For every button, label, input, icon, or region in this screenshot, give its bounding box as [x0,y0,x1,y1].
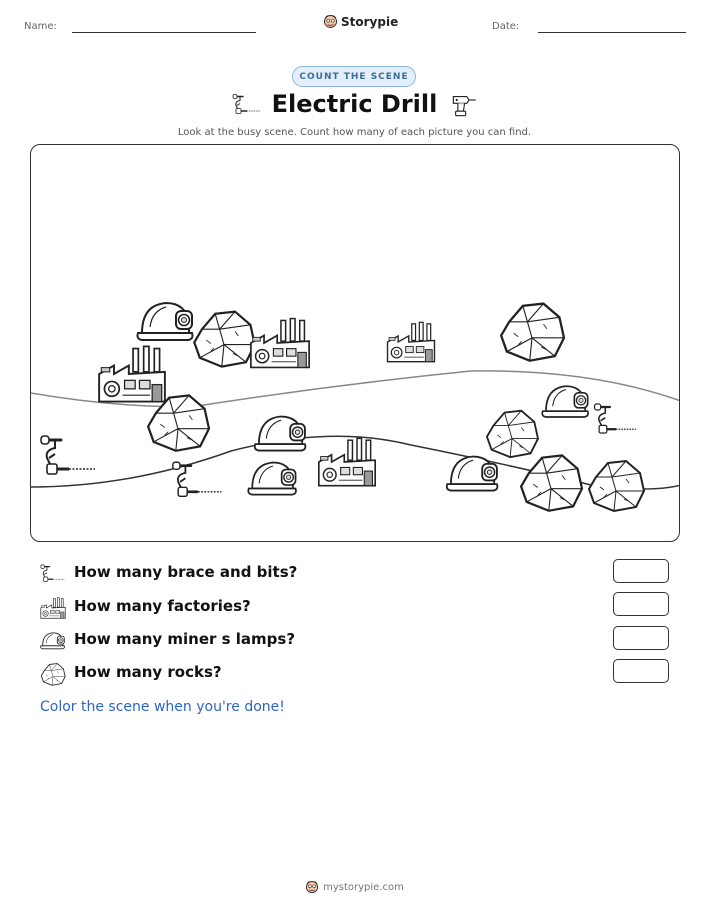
factory-icon [40,595,66,621]
rock-icon [148,395,209,450]
electric-drill-icon [450,90,478,120]
factory-icon [388,322,435,361]
brace-and-bit-icon [41,436,95,474]
brace-and-bit-icon [173,462,222,496]
date-label: Date: [492,21,520,32]
answer-box-rocks[interactable] [613,659,669,683]
rock-icon [194,312,255,367]
miner-lamp-icon [255,417,306,451]
brace-and-bit-icon [595,404,636,433]
miner-lamp-icon [542,386,588,417]
storypie-mascot-icon [323,14,338,29]
rock-icon [501,304,564,361]
name-line[interactable] [72,32,256,33]
answer-box-factories[interactable] [613,592,669,616]
count-the-scene-badge: COUNT THE SCENE [292,66,416,87]
brand-logo [323,14,398,29]
rock-icon [40,661,66,687]
brace-and-bit-icon [40,561,66,587]
answer-box-miner-lamps[interactable] [613,626,669,650]
miner-lamp-icon [138,303,193,340]
rock-icon [487,411,538,457]
storypie-mascot-icon [305,880,319,894]
miner-lamp-icon [40,628,66,654]
footer [0,880,709,894]
brand-name: Storypie [341,14,399,29]
question-brace-and-bits: How many brace and bits? [74,563,298,581]
answer-box-brace-and-bits[interactable] [613,559,669,583]
color-note: Color the scene when you're done! [40,699,285,715]
busy-scene [30,144,680,542]
page-title: Electric Drill [271,90,438,118]
question-factories: How many factories? [74,597,251,615]
question-rocks: How many rocks? [74,663,222,681]
instructions: Look at the busy scene. Count how many of each picture you can find. [177,127,532,138]
factory-icon [319,438,375,485]
miner-lamp-icon [248,463,296,495]
rock-icon [589,461,644,511]
factory-icon [251,319,309,368]
rock-icon [521,455,582,510]
question-miner-lamps: How many miner s lamps? [74,630,296,648]
name-label: Name: [24,21,57,32]
date-line[interactable] [538,32,686,33]
footer-url[interactable]: mystorypie.com [323,881,404,893]
factory-icon [99,346,165,401]
